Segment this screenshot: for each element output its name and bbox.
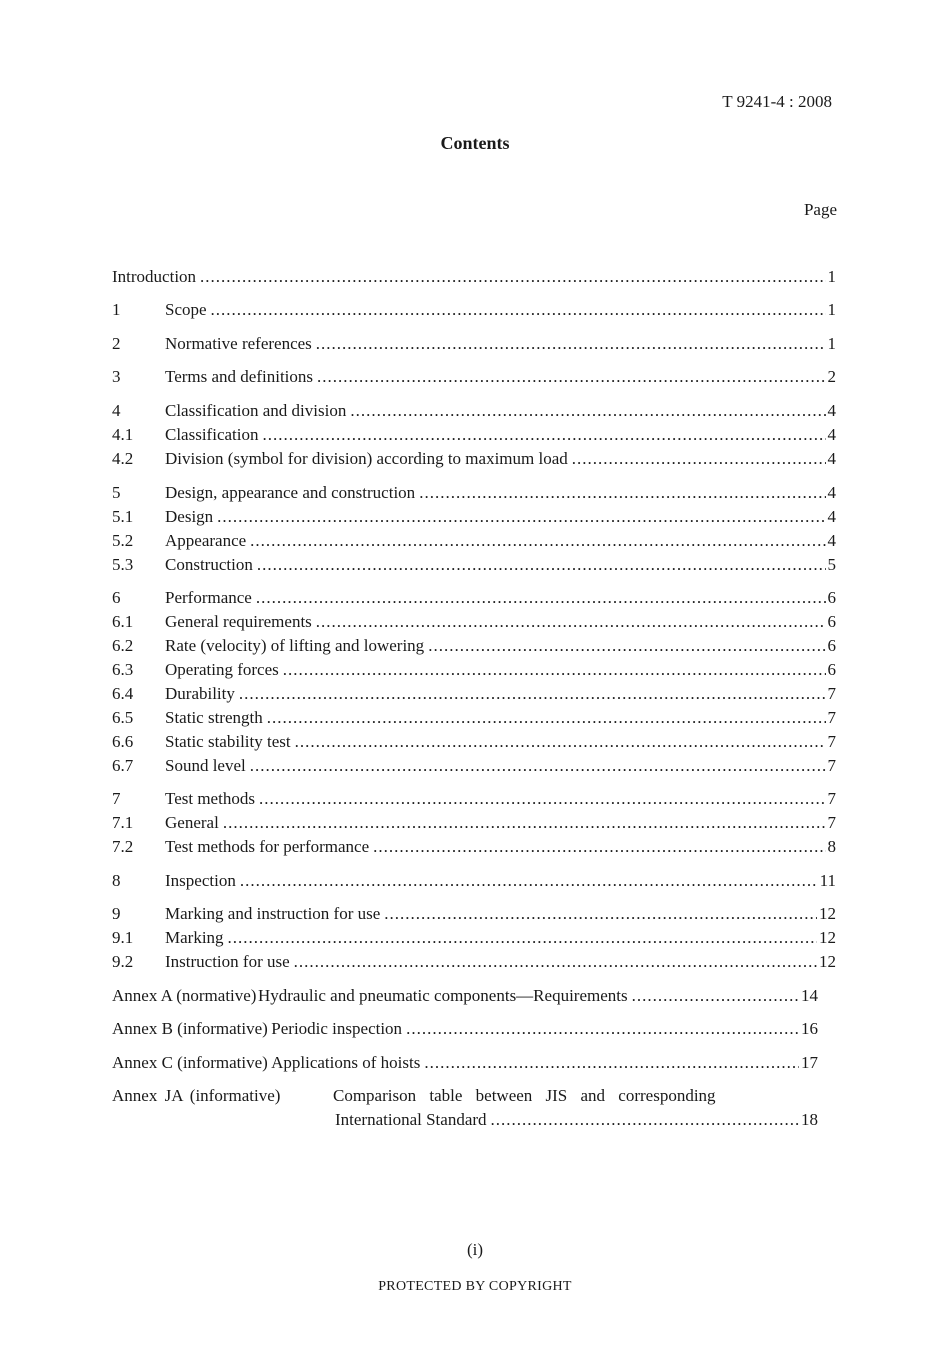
toc-entry[interactable] — [112, 682, 836, 706]
toc-entry-page: 2 — [827, 367, 836, 386]
toc-entry-title: Performance — [165, 588, 252, 607]
toc-entry-page: 7 — [827, 789, 836, 808]
toc-entry-number: 5.1 — [112, 507, 134, 526]
toc-entry-page: 4 — [827, 483, 836, 502]
toc-entry-title: Test methods — [165, 789, 255, 808]
annex-label: Annex B (informative) — [112, 1019, 268, 1038]
annex-ja-title-line2: International Standard — [335, 1110, 487, 1129]
page-number: (i) — [466, 1240, 484, 1259]
toc-leader-dots — [267, 706, 826, 730]
toc-entry-title: Sound level — [165, 756, 246, 775]
toc-leader-dots — [406, 1017, 799, 1041]
toc-entry-page: 7 — [827, 813, 836, 832]
toc-entry[interactable] — [112, 332, 836, 356]
toc-entry-title: Operating forces — [165, 660, 279, 679]
toc-leader-dots — [632, 984, 799, 1008]
toc-entry-page: 4 — [827, 401, 836, 420]
toc-leader-dots — [428, 634, 825, 658]
annex-entry[interactable] — [112, 1051, 818, 1075]
toc-entry[interactable] — [112, 869, 836, 893]
toc-entry-title: General requirements — [165, 612, 312, 631]
toc-entry-title: Inspection — [165, 871, 236, 890]
toc-entry-page: 12 — [819, 952, 836, 971]
toc-entry-page: 4 — [827, 449, 836, 468]
toc-entry-number: 6.7 — [112, 756, 134, 775]
toc-entry[interactable] — [112, 399, 836, 423]
toc-entry[interactable] — [112, 423, 836, 447]
toc-entry-number: 7.1 — [112, 813, 134, 832]
toc-entry-title: Introduction — [112, 267, 197, 286]
toc-entry-page: 7 — [827, 684, 836, 703]
toc-entry[interactable] — [112, 706, 836, 730]
toc-entry[interactable] — [112, 553, 836, 577]
toc-entry-title: Marking and instruction for use — [165, 904, 381, 923]
toc-leader-dots — [256, 586, 826, 610]
toc-leader-dots — [228, 926, 817, 950]
toc-entry[interactable] — [112, 505, 836, 529]
toc-entry[interactable] — [112, 481, 836, 505]
toc-entry-page: 6 — [827, 612, 836, 631]
toc-entry-page: 4 — [827, 507, 836, 526]
toc-entry-title: Normative references — [165, 334, 312, 353]
toc-entry-number: 9.1 — [112, 928, 134, 947]
toc-leader-dots — [419, 481, 825, 505]
toc-entry[interactable] — [112, 529, 836, 553]
toc-entry-number: 5.2 — [112, 531, 134, 550]
document-id: T 9241-4 : 2008 — [722, 92, 832, 111]
toc-entry-number: 9.2 — [112, 952, 134, 971]
toc-entry-title: Division (symbol for division) according to maximum load — [165, 449, 568, 468]
annex-title: Hydraulic and pneumatic components—Requirements — [257, 986, 628, 1005]
toc-entry[interactable] — [112, 835, 836, 859]
toc-leader-dots — [295, 730, 826, 754]
toc-entry-title: Design, appearance and construction — [165, 483, 416, 502]
toc-entry-number: 2 — [112, 334, 121, 353]
toc-entry-page: 1 — [827, 267, 836, 286]
toc-entry[interactable] — [112, 586, 836, 610]
toc-entry-page: 6 — [827, 588, 836, 607]
toc-entry-number: 7.2 — [112, 837, 134, 856]
toc-entry-page: 5 — [827, 555, 836, 574]
annex-page: 14 — [801, 986, 818, 1005]
toc-entry-title: General — [165, 813, 219, 832]
toc-entry[interactable] — [112, 902, 836, 926]
toc-entry-number: 6.2 — [112, 636, 134, 655]
toc-entry[interactable] — [112, 730, 836, 754]
toc-entry-number: 3 — [112, 367, 121, 386]
annex-label: Annex C (informative) — [112, 1053, 268, 1072]
toc-entry-title: Scope — [165, 300, 207, 319]
toc-leader-dots — [240, 869, 818, 893]
toc-leader-dots — [223, 811, 826, 835]
toc-entry-title: Marking — [165, 928, 224, 947]
toc-entry-number: 9 — [112, 904, 121, 923]
toc-entry-title: Instruction for use — [165, 952, 290, 971]
toc-entry[interactable] — [112, 754, 836, 778]
toc-entry-title: Test methods for performance — [165, 837, 370, 856]
toc-entry-number: 8 — [112, 871, 121, 890]
annex-entry[interactable] — [112, 1017, 818, 1041]
toc-entry[interactable] — [112, 265, 836, 289]
toc-entry-page: 12 — [819, 928, 836, 947]
toc-entry[interactable] — [112, 610, 836, 634]
toc-entry-number: 6 — [112, 588, 121, 607]
toc-leader-dots — [250, 754, 826, 778]
annex-ja-entry-line1[interactable] — [112, 1084, 716, 1108]
annex-page: 16 — [801, 1019, 818, 1038]
toc-entry-number: 6.5 — [112, 708, 134, 727]
toc-entry-number: 4.2 — [112, 449, 134, 468]
annex-page: 17 — [801, 1053, 818, 1072]
toc-entry-number: 4 — [112, 401, 121, 420]
toc-entry-title: Static strength — [165, 708, 263, 727]
page-column-label: Page — [803, 200, 837, 219]
toc-entry-page: 6 — [827, 660, 836, 679]
toc-entry-title: Classification and division — [165, 401, 347, 420]
toc-leader-dots — [350, 399, 825, 423]
toc-entry[interactable] — [112, 634, 836, 658]
toc-leader-dots — [257, 553, 826, 577]
toc-entry[interactable] — [112, 447, 836, 471]
toc-entry-page: 7 — [827, 756, 836, 775]
toc-entry-page: 4 — [827, 425, 836, 444]
toc-leader-dots — [283, 658, 826, 682]
toc-leader-dots — [262, 423, 825, 447]
toc-leader-dots — [373, 835, 825, 859]
toc-entry[interactable] — [112, 787, 836, 811]
toc-entry-page: 12 — [819, 904, 836, 923]
toc-entry-number: 1 — [112, 300, 121, 319]
annex-entry[interactable] — [112, 984, 818, 1008]
annex-ja-label: Annex JA (informative) — [112, 1086, 281, 1105]
toc-leader-dots — [239, 682, 826, 706]
toc-entry-number: 5 — [112, 483, 121, 502]
toc-entry-number: 4.1 — [112, 425, 134, 444]
toc-entry[interactable] — [112, 298, 836, 322]
toc-entry[interactable] — [112, 365, 836, 389]
toc-entry-title: Durability — [165, 684, 235, 703]
toc-leader-dots — [384, 902, 817, 926]
annex-ja-page: 18 — [801, 1110, 818, 1129]
toc-leader-dots — [294, 950, 817, 974]
toc-entry-page: 4 — [827, 531, 836, 550]
annex-label: Annex A (normative) — [112, 986, 257, 1005]
toc-entry-title: Static stability test — [165, 732, 291, 751]
toc-entry-page: 8 — [827, 837, 836, 856]
copyright-notice: PROTECTED BY COPYRIGHT — [378, 1279, 572, 1294]
toc-leader-dots — [491, 1108, 799, 1132]
toc-entry-page: 7 — [827, 708, 836, 727]
page-title: Contents — [440, 133, 510, 153]
toc-entry-title: Classification — [165, 425, 259, 444]
annex-title: Applications of hoists — [271, 1053, 421, 1072]
toc-entry-page: 7 — [827, 732, 836, 751]
toc-leader-dots — [200, 265, 825, 289]
toc-leader-dots — [316, 610, 826, 634]
annex-ja-title-line1: Comparison table between JIS and corresponding — [333, 1086, 716, 1105]
toc-entry-page: 1 — [827, 300, 836, 319]
toc-entry-page: 6 — [827, 636, 836, 655]
toc-leader-dots — [259, 787, 826, 811]
toc-entry-number: 6.6 — [112, 732, 134, 751]
toc-entry-number: 7 — [112, 789, 121, 808]
toc-entry-title: Construction — [165, 555, 253, 574]
toc-entry-number: 5.3 — [112, 555, 134, 574]
toc-entry-number: 6.3 — [112, 660, 134, 679]
toc-entry-page: 1 — [827, 334, 836, 353]
toc-entry-number: 6.1 — [112, 612, 134, 631]
toc-entry[interactable] — [112, 926, 836, 950]
toc-leader-dots — [424, 1051, 799, 1075]
annex-title: Periodic inspection — [271, 1019, 403, 1038]
toc-leader-dots — [250, 529, 825, 553]
toc-leader-dots — [317, 365, 825, 389]
toc-entry-title: Design — [165, 507, 214, 526]
toc-entry-page: 11 — [819, 871, 836, 890]
toc-entry[interactable] — [112, 658, 836, 682]
annex-ja-entry-line2[interactable] — [335, 1108, 818, 1132]
toc-entry-title: Rate (velocity) of lifting and lowering — [165, 636, 425, 655]
toc-leader-dots — [572, 447, 826, 471]
toc-entry-number: 6.4 — [112, 684, 134, 703]
toc-entry-title: Terms and definitions — [165, 367, 314, 386]
toc-entry[interactable] — [112, 811, 836, 835]
toc-entry-title: Appearance — [165, 531, 247, 550]
toc-leader-dots — [211, 298, 826, 322]
toc-leader-dots — [217, 505, 825, 529]
toc-entry[interactable] — [112, 950, 836, 974]
toc-leader-dots — [316, 332, 826, 356]
